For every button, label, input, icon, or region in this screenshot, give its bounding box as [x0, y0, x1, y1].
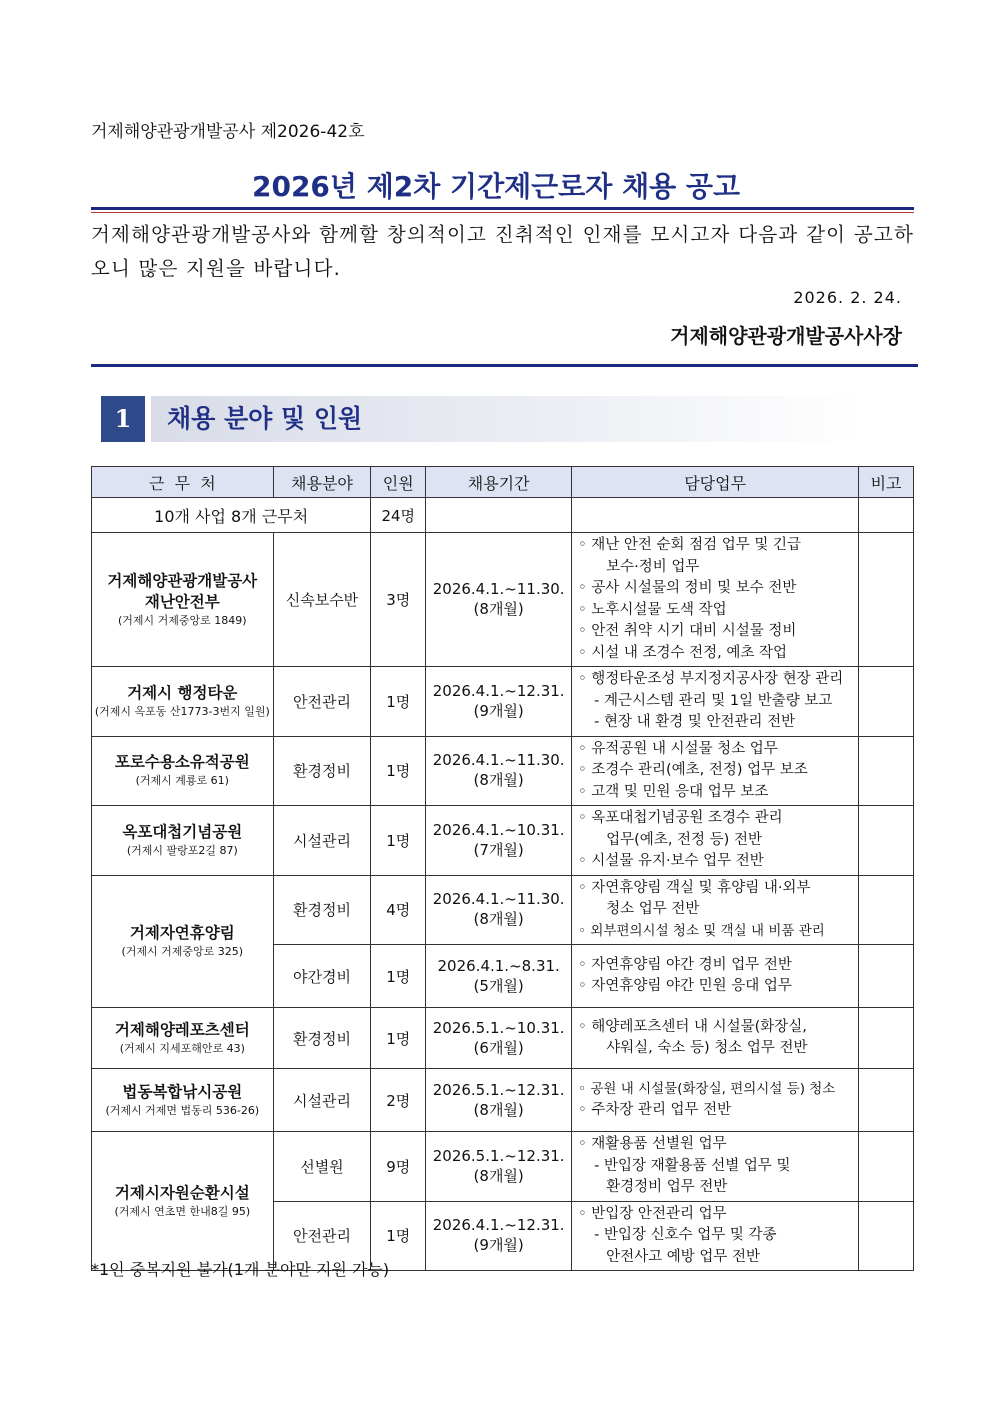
place-address: (거제시 옥포동 산1773-3번지 일원)	[94, 704, 270, 718]
field-cell: 신속보수반	[273, 533, 371, 667]
recruitment-table	[91, 466, 914, 1271]
period-months: (8개월)	[473, 600, 524, 618]
count-cell: 2명	[371, 1069, 426, 1132]
field-cell: 환경정비	[273, 1008, 371, 1069]
field-cell: 환경정비	[273, 736, 371, 806]
section-header	[101, 396, 861, 442]
period: 2026.4.1.~11.30.	[432, 580, 565, 598]
duty-line: ◦ 조경수 관리(예초, 전정) 업무 보조	[578, 762, 808, 778]
duty-line: ◦ 시설 내 조경수 전정, 예초 작업	[578, 644, 788, 661]
period: 2026.5.1.~12.31.	[432, 1080, 565, 1099]
place-name: 포로수용소유적공원	[114, 753, 250, 772]
period: 2026.4.1.~11.30.	[432, 890, 565, 909]
header-place: 근 무 처	[92, 467, 274, 498]
duty-cell	[572, 1201, 859, 1271]
duty-line: ◦ 유적공원 내 시설물 청소 업무	[578, 740, 778, 757]
field-cell: 시설관리	[273, 806, 371, 876]
title-divider	[91, 207, 914, 210]
header-note: 비고	[859, 467, 914, 498]
duty-cell	[572, 1069, 859, 1132]
place-name: 거제해양레포츠센터	[114, 1020, 250, 1039]
table-row	[92, 875, 914, 945]
place-name: 거제시자원순환시설	[114, 1183, 250, 1202]
place-dept: 재난안전부	[144, 592, 220, 611]
duty-line: - 현장 내 환경 및 안전관리 전반	[594, 714, 796, 730]
place-address: (거제시 거제중앙로 325)	[121, 944, 244, 958]
page-title: 2026년 제2차 기간제근로자 채용 공고	[251, 170, 741, 203]
period-months: (5개월)	[473, 976, 524, 995]
field-cell: 안전관리	[273, 667, 371, 737]
note-cell	[859, 1008, 914, 1069]
period-months: (8개월)	[473, 910, 524, 929]
duty-line: - 반입장 신호수 업무 및 각종	[594, 1227, 777, 1243]
note-cell	[859, 1132, 914, 1202]
note-cell	[859, 806, 914, 876]
count-cell: 1명	[371, 806, 426, 876]
duty-line: 안전사고 예방 업무 전반	[606, 1248, 761, 1265]
table-row	[92, 1008, 914, 1069]
period: 2026.5.1.~12.31.	[432, 1146, 565, 1165]
note-cell	[859, 533, 914, 667]
place-name: 법동복합낚시공원	[122, 1082, 243, 1101]
period-months: (6개월)	[473, 1038, 524, 1057]
document-number: 거제해양관광개발공사 제2026-42호	[91, 122, 365, 142]
duty-line: 청소 업무 전반	[606, 901, 700, 917]
duty-cell	[572, 1008, 859, 1069]
duty-line: ◦ 옥포대첩기념공원 조경수 관리	[578, 810, 783, 826]
count-cell: 9명	[371, 1132, 426, 1202]
count-cell: 1명	[371, 945, 426, 1008]
period: 2026.4.1.~11.30.	[432, 751, 565, 770]
duty-line: 업무(예초, 전정 등) 전반	[606, 831, 762, 848]
field-cell: 야간경비	[273, 945, 371, 1008]
table-row	[92, 736, 914, 806]
duty-line: ◦ 자연휴양림 야간 민원 응대 업무	[578, 978, 792, 994]
count-cell: 1명	[371, 1008, 426, 1069]
section-title: 채용 분야 및 인원	[167, 404, 363, 433]
place-address: (거제시 거제면 법동리 536-26)	[105, 1103, 260, 1117]
period-months: (9개월)	[473, 701, 524, 720]
period: 2026.4.1.~12.31.	[432, 1216, 565, 1235]
duty-line: ◦ 외부편의시설 청소 및 객실 내 비품 관리	[578, 922, 825, 939]
place-name: 옥포대첩기념공원	[122, 822, 243, 841]
note-cell	[859, 875, 914, 945]
duty-cell	[572, 806, 859, 876]
period-months: (7개월)	[473, 840, 524, 859]
period: 2026.4.1.~12.31.	[432, 681, 565, 700]
count-cell: 1명	[371, 1201, 426, 1271]
intro-paragraph: 거제해양관광개발공사와 함께할 창의적이고 진취적인 인재를 모시고자 다음과 같이 공고하오니 많은 지원을 바랍니다.	[91, 223, 914, 280]
duty-line: ◦ 노후시설물 도색 작업	[578, 601, 727, 618]
summary-row	[92, 498, 914, 533]
table-row	[92, 1069, 914, 1132]
place-name: 거제해양관광개발공사	[107, 571, 258, 590]
duty-line: ◦ 주차장 관리 업무 전반	[578, 1102, 732, 1118]
duty-line: 환경정비 업무 전반	[606, 1179, 728, 1195]
table-row	[92, 806, 914, 876]
duty-line: ◦ 재난 안전 순회 점검 업무 및 긴급	[578, 537, 802, 553]
duty-line: ◦ 공사 시설물의 정비 및 보수 전반	[578, 580, 797, 596]
place-address: (거제시 팔랑포2길 87)	[126, 843, 238, 857]
duty-line: ◦ 행정타운조성 부지정지공사장 현장 관리	[578, 671, 844, 687]
field-cell: 환경정비	[273, 875, 371, 945]
table-row	[92, 533, 914, 667]
table-row	[92, 667, 914, 737]
duty-line: ◦ 해양레포츠센터 내 시설물(화장실,	[578, 1018, 807, 1035]
place-name: 거제시 행정타운	[127, 683, 238, 702]
field-cell: 선별원	[273, 1132, 371, 1202]
header-period: 채용기간	[426, 467, 572, 498]
note-cell	[859, 736, 914, 806]
field-cell: 시설관리	[273, 1069, 371, 1132]
duty-line: ◦ 시설물 유지·보수 업무 전반	[578, 853, 764, 869]
note-cell	[859, 1069, 914, 1132]
duty-cell	[572, 533, 859, 667]
duty-line: 샤워실, 숙소 등) 청소 업무 전반	[606, 1040, 808, 1056]
announcement-date: 2026. 2. 24.	[793, 288, 902, 307]
note-cell	[859, 945, 914, 1008]
summary-count: 24명	[371, 498, 426, 533]
duty-line: ◦ 고객 및 민원 응대 업무 보조	[578, 783, 769, 800]
table-row	[92, 1132, 914, 1202]
period-months: (8개월)	[473, 1166, 524, 1185]
duty-line: 보수·정비 업무	[606, 558, 700, 575]
note-cell	[859, 667, 914, 737]
place-name: 거제자연휴양림	[129, 923, 235, 942]
duty-cell	[572, 875, 859, 945]
duty-line: ◦ 공원 내 시설물(화장실, 편의시설 등) 청소	[578, 1080, 836, 1097]
duty-cell	[572, 945, 859, 1008]
field-cell: 안전관리	[273, 1201, 371, 1271]
header-field: 채용분야	[273, 467, 371, 498]
count-cell: 4명	[371, 875, 426, 945]
period-months: (8개월)	[473, 1100, 524, 1119]
duty-line: - 반입장 재활용품 선별 업무 및	[594, 1157, 791, 1174]
duty-line: ◦ 자연휴양림 객실 및 휴양림 내·외부	[578, 879, 811, 896]
duty-cell	[572, 1132, 859, 1202]
note-cell	[859, 1201, 914, 1271]
duty-cell	[572, 667, 859, 737]
place-address: (거제시 지세포해안로 43)	[119, 1041, 245, 1055]
table-header-row	[92, 467, 914, 498]
period: 2026.4.1.~8.31.	[437, 956, 560, 975]
period: 2026.5.1.~10.31.	[432, 1018, 565, 1037]
duty-line: ◦ 자연휴양림 야간 경비 업무 전반	[578, 956, 792, 973]
period: 2026.4.1.~10.31.	[432, 820, 565, 839]
section-number: 1	[101, 396, 145, 442]
period-months: (9개월)	[473, 1236, 524, 1255]
duty-line: ◦ 반입장 안전관리 업무	[578, 1205, 727, 1222]
count-cell: 1명	[371, 736, 426, 806]
place-address: (거제시 연초면 한내8길 95)	[114, 1204, 251, 1218]
duty-line: - 계근시스템 관리 및 1일 반출량 보고	[594, 692, 833, 709]
section-divider	[91, 364, 918, 367]
duty-cell	[572, 736, 859, 806]
count-cell: 3명	[371, 533, 426, 667]
place-address: (거제시 계룡로 61)	[135, 774, 229, 788]
period-months: (8개월)	[473, 771, 524, 790]
count-cell: 1명	[371, 667, 426, 737]
title-divider-thin	[91, 212, 914, 213]
header-duty: 담당업무	[572, 467, 859, 498]
duty-line: ◦ 안전 취약 시기 대비 시설물 정비	[578, 623, 797, 639]
place-address: (거제시 거제중앙로 1849)	[118, 613, 247, 627]
footnote: *1인 중복지원 불가(1개 분야만 지원 가능)	[91, 1260, 390, 1279]
header-count: 인원	[371, 467, 426, 498]
issuer-name: 거제해양관광개발공사사장	[670, 324, 902, 348]
summary-label: 10개 사업 8개 근무처	[92, 498, 371, 533]
duty-line: ◦ 재활용품 선별원 업무	[578, 1136, 727, 1152]
